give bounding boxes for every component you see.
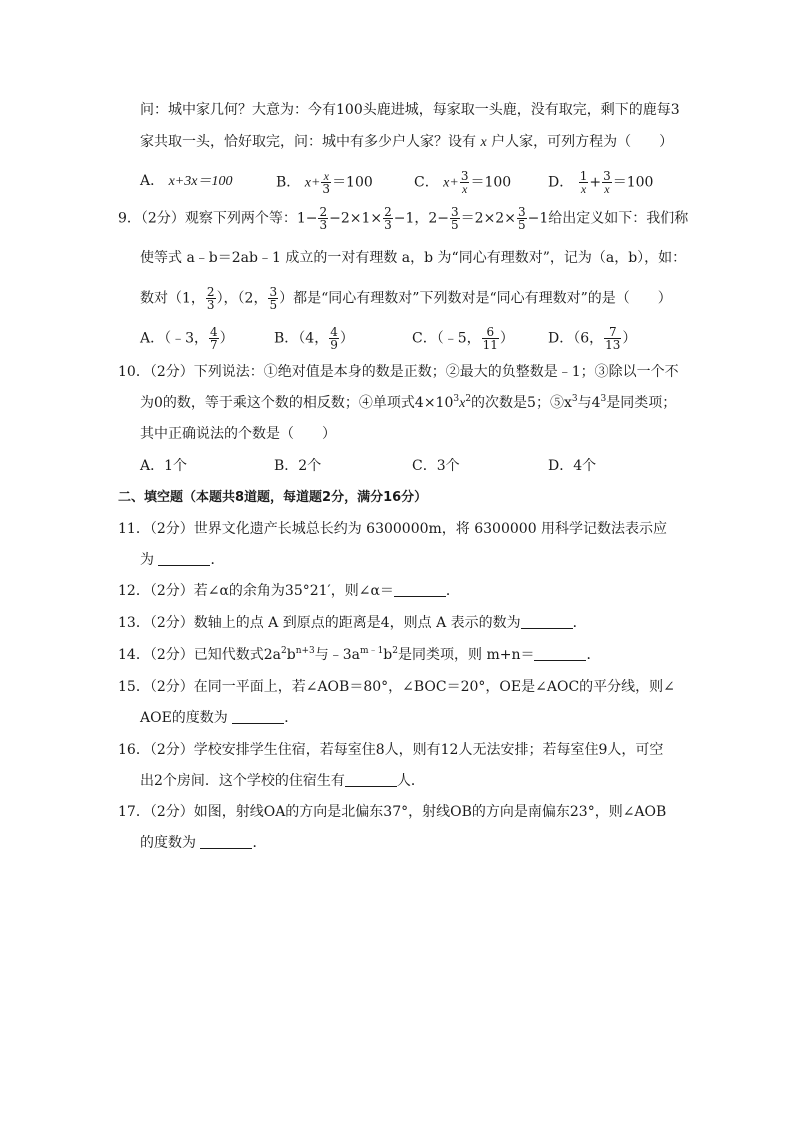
- q13-line: 13．（2分）数轴上的点 A 到原点的距离是4，则点 A 表示的数为 ．: [118, 615, 587, 631]
- q9-option-d: D．（6， $\frac{7}{13}$ ）: [548, 325, 637, 352]
- q10-line1: 10．（2分）下列说法：①绝对值是本身的数是正数；②最大的负整数是﹣1；③除以一个不: [118, 364, 679, 380]
- q15-answer-blank[interactable]: [232, 709, 284, 724]
- q12-answer-blank[interactable]: [394, 582, 446, 597]
- q10-line3: 其中正确说法的个数是（ ）: [140, 426, 336, 442]
- q11-line2: 为 ．: [140, 552, 225, 568]
- q11-answer-blank[interactable]: [158, 551, 210, 566]
- q9-line1: 9．（2分）观察下列两个等：1− $\frac{2}{3}$ −2×1× $\frac{2}{3}$ −1，2− $\frac{3}{5}$ ＝2×2× $\frac{3}{5}$ −1给出定义如下：我们称: [118, 205, 689, 232]
- q9-option-a: A．（﹣3， $\frac{4}{7}$ ）: [140, 325, 234, 352]
- q17-line1: 17．（2分）如图，射线OA的方向是北偏东37°，射线OB的方向是南偏东23°，则∠AOB: [118, 804, 667, 820]
- q9-line3: 数对（1， $\frac{2}{3}$ ），（2， $\frac{3}{5}$ ）都是“同心有理数对”下列数对是“同心有理数对”的是（ ）: [140, 285, 672, 312]
- q15-line1: 15．（2分）在同一平面上，若∠AOB＝80°，∠BOC＝20°，OE是∠AOC的平分线，则∠: [118, 679, 675, 695]
- q8-d-fraction1: $\frac{1}{x}$: [579, 169, 588, 196]
- q16-answer-blank[interactable]: [345, 772, 397, 787]
- q14-line: 14．（2分）已知代数式$2a^2b^{n+3}$与$﹣3a^{m﹣1}b^2$是同类项，则 m+n＝ ．: [118, 646, 601, 663]
- q15-line2: AOE的度数为 ．: [140, 710, 299, 726]
- q10-option-d: D．4个: [548, 458, 597, 474]
- q8-line1: 问：城中家几何？大意为：今有100头鹿进城，每家取一头鹿，没有取完，剩下的鹿每3: [140, 102, 680, 118]
- q8-b-fraction: $\frac{x}{3}$: [322, 169, 331, 196]
- q9-option-c: C．（﹣5， $\frac{6}{11}$ ）: [412, 325, 514, 352]
- q17-answer-blank[interactable]: [200, 834, 252, 849]
- q8-option-b: B． x+ $\frac{x}{3}$ ＝100: [276, 169, 373, 196]
- q9-line2: 使等式 a﹣b＝2ab﹣1 成立的一对有理数 a，b 为“同心有理数对”，记为（a，b），如：: [140, 250, 687, 266]
- q8-option-a: A． x+3x＝100: [140, 173, 233, 189]
- q10-option-a: A．1个: [140, 458, 188, 474]
- q13-answer-blank[interactable]: [521, 614, 573, 629]
- q8-c-fraction: $\frac{3}{x}$: [460, 169, 469, 196]
- q8-option-d: D． $\frac{1}{x}$ + $\frac{3}{x}$ ＝100: [548, 169, 654, 196]
- q10-line2: 为0的数，等于乘这个数的相反数；④单项式$4\times 10^3x^2$的次数是5；$⑤x^3$与$4^3$是同类项；: [140, 394, 677, 411]
- q14-answer-blank[interactable]: [534, 646, 586, 661]
- section-fill-in-heading: 二、填空题（本题共8道题，每道题2分，满分16分）: [118, 490, 428, 505]
- q17-line2: 的度数为 ．: [140, 835, 267, 851]
- q8-option-c: C． x+ $\frac{3}{x}$ ＝100: [414, 169, 512, 196]
- q10-option-c: C．3个: [412, 458, 460, 474]
- q9-option-b: B．（4， $\frac{4}{9}$ ）: [274, 325, 354, 352]
- q16-line2: 出2个房间．这个学校的住宿生有 人．: [140, 773, 425, 789]
- q11-line1: 11．（2分）世界文化遗产长城总长约为 6300000m，将 6300000 用科学记数法表示应: [118, 521, 668, 537]
- q12-line: 12．（2分）若∠α的余角为35°21′，则∠α＝ ．: [118, 583, 460, 599]
- q10-option-b: B．2个: [274, 458, 322, 474]
- q8-line2: 家共取一头，恰好取完，问：城中有多少户人家？设有 x 户人家，可列方程为（ ）: [140, 134, 674, 150]
- q8-d-fraction2: $\frac{3}{x}$: [603, 169, 611, 196]
- q16-line1: 16．（2分）学校安排学生住宿，若每室住8人，则有12人无法安排；若每室住9人，可空: [118, 742, 664, 758]
